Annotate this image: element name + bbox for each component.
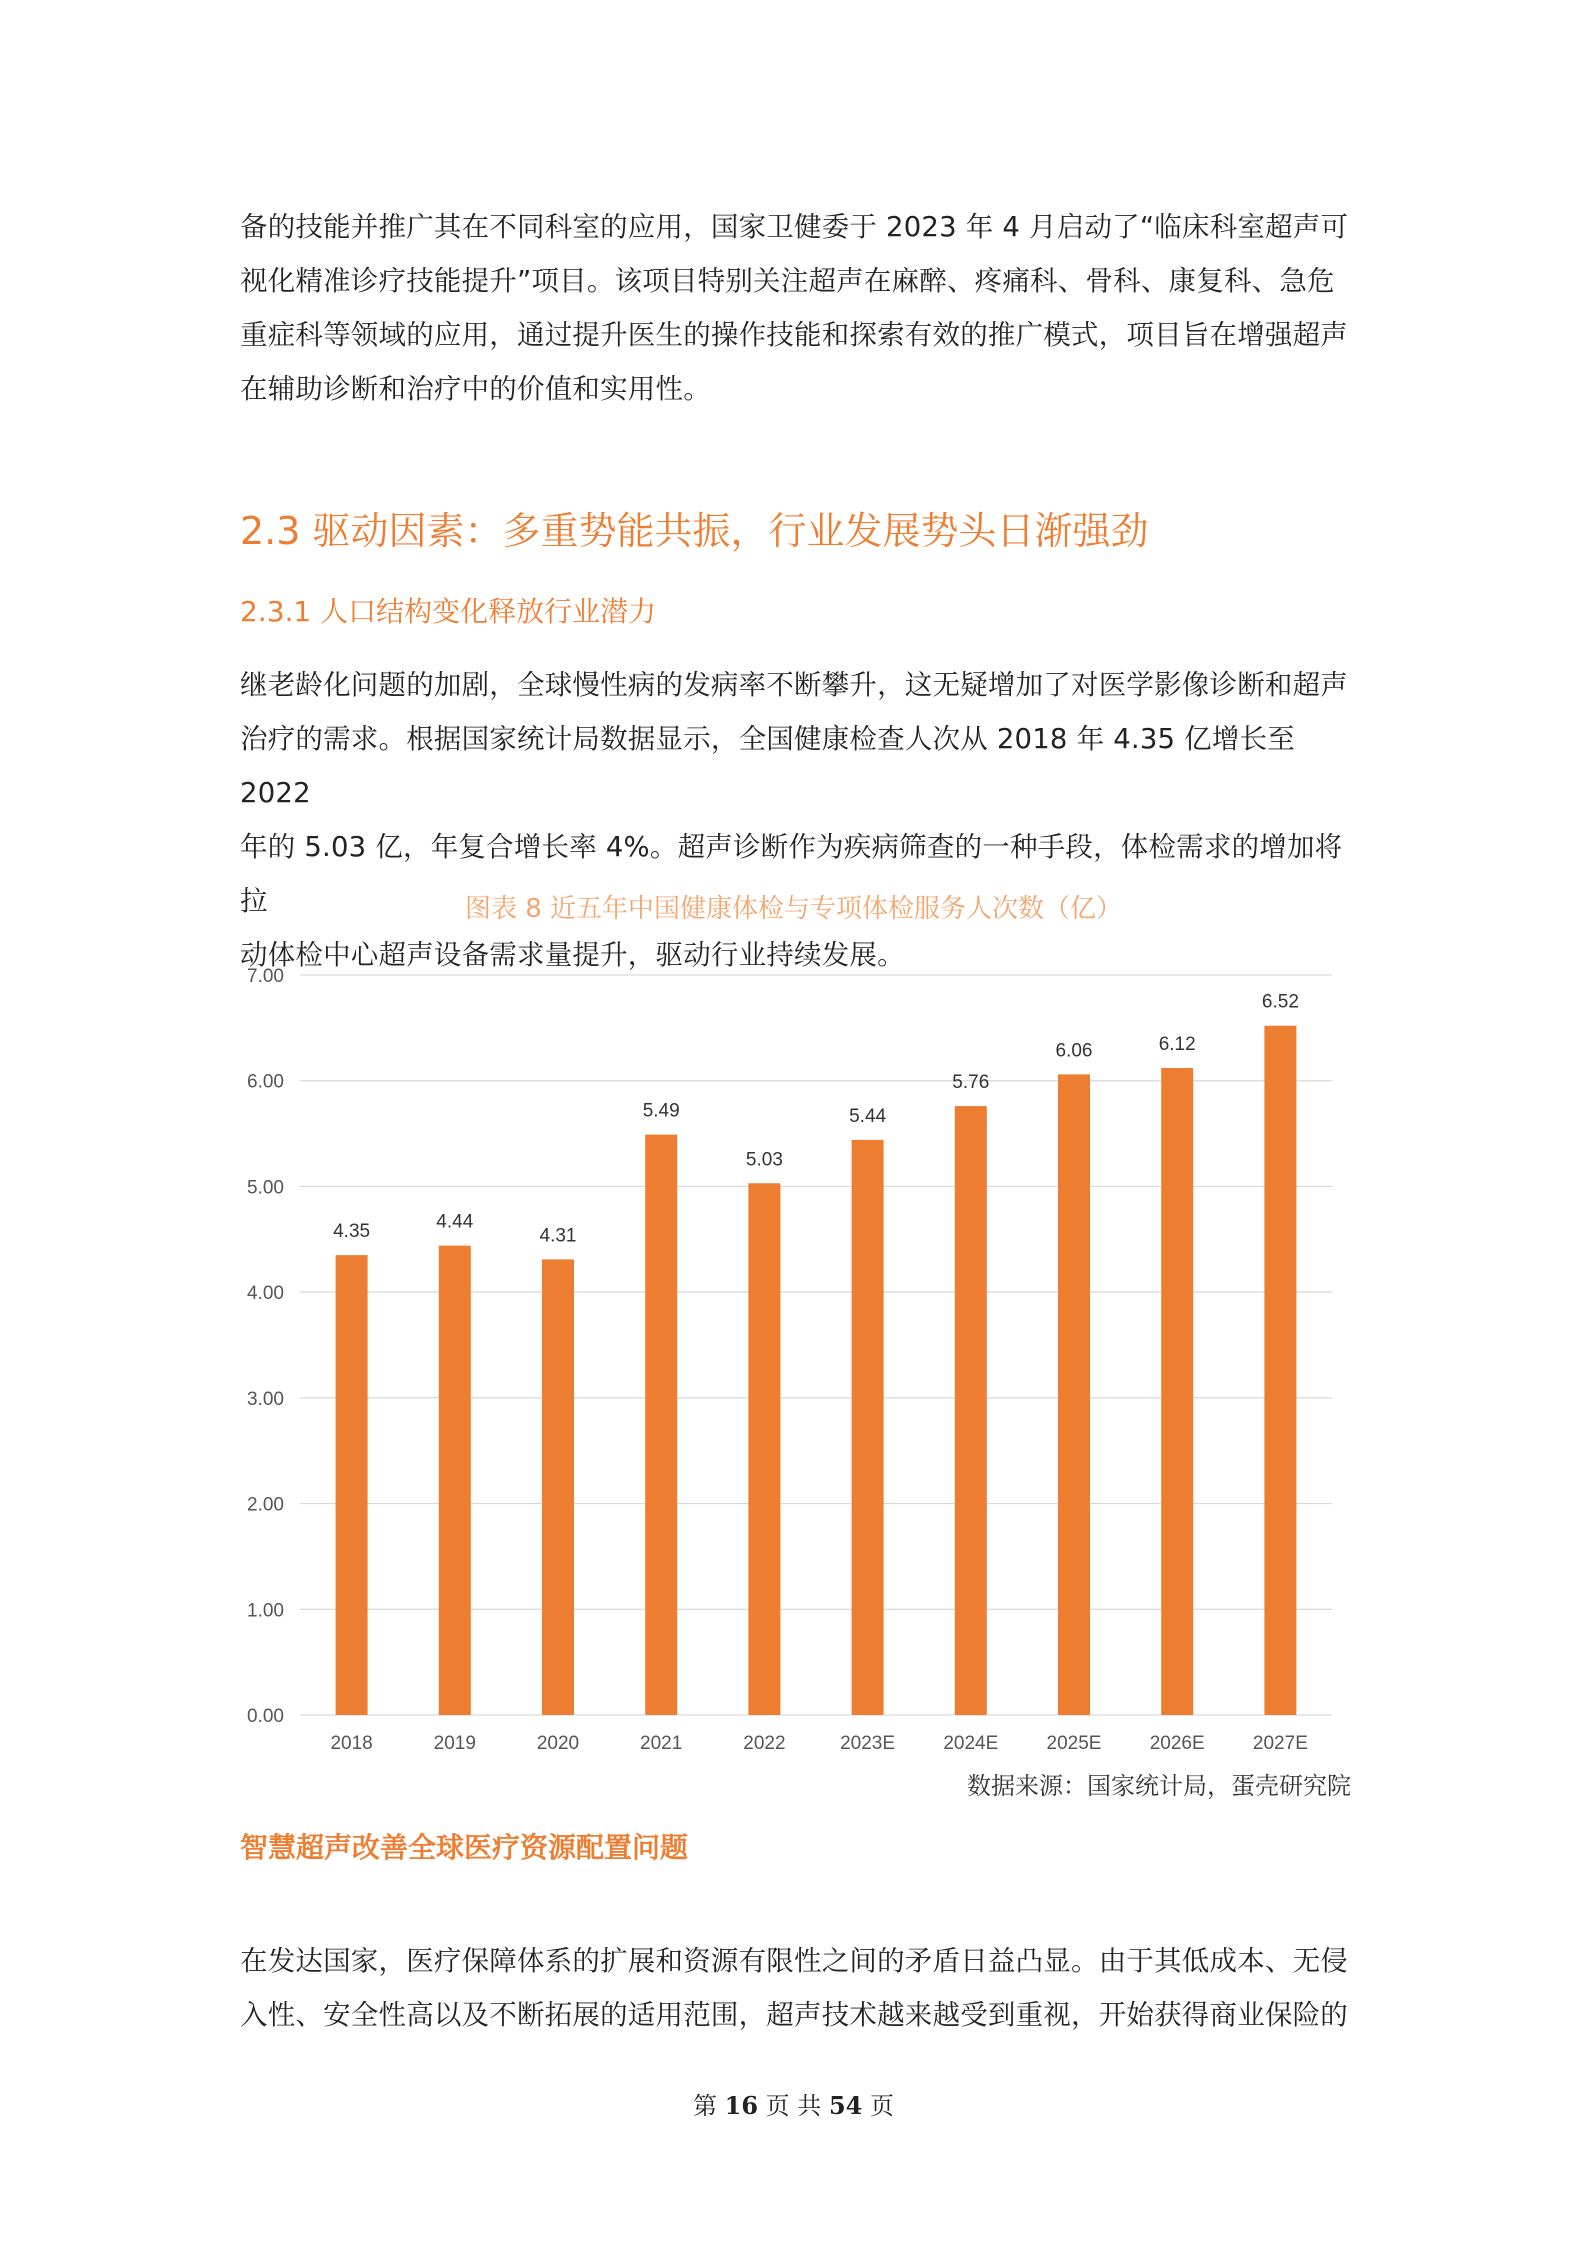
- footer-prefix: 第: [692, 2092, 717, 2120]
- footer-middle: 页 共: [765, 2092, 822, 2120]
- data-label: 6.52: [1261, 991, 1299, 1013]
- x-tick-label: 2025E: [1046, 1733, 1102, 1754]
- bar-2027E: [1264, 1026, 1296, 1715]
- data-label: 6.06: [1055, 1040, 1093, 1062]
- data-label: 5.44: [849, 1105, 887, 1127]
- closing-paragraph: [240, 1934, 1352, 2042]
- x-tick-label: 2020: [536, 1733, 580, 1754]
- bar-2021: [645, 1135, 677, 1715]
- intro-line: 重症科等领域的应用，通过提升医生的操作技能和探索有效的推广模式，项目旨在增强超声: [240, 319, 1348, 351]
- x-tick-label: 2021: [640, 1733, 683, 1754]
- body-line: 年的 5.03 亿，年复合增长率 4%。超声诊断作为疾病筛查的一种手段，体检需求的增加将拉: [240, 831, 1343, 917]
- bar-2018: [336, 1255, 368, 1715]
- bar-2020: [542, 1259, 574, 1715]
- intro-line: 在辅助诊断和治疗中的价值和实用性。: [240, 373, 711, 405]
- x-tick-label: 2024E: [943, 1733, 999, 1754]
- body-line: 动体检中心超声设备需求量提升，驱动行业持续发展。: [240, 939, 905, 971]
- data-label: 6.12: [1158, 1034, 1196, 1056]
- body-line: 治疗的需求。根据国家统计局数据显示，全国健康检查人次从 2018 年 4.35 亿增长至 2022: [240, 723, 1295, 809]
- subsection-heading: 2.3.1 人口结构变化释放行业潜力: [240, 595, 657, 628]
- bar-2025E: [1058, 1074, 1090, 1715]
- bar-chart: [220, 945, 1350, 1755]
- y-tick-label: 2.00: [247, 1494, 284, 1516]
- bar-2024E: [955, 1106, 987, 1715]
- data-label: 5.03: [745, 1149, 783, 1171]
- y-tick-label: 0.00: [247, 1706, 284, 1727]
- data-source: 数据来源：国家统计局，蛋壳研究院: [967, 1772, 1351, 1800]
- body-line: 继老龄化问题的加剧，全球慢性病的发病率不断攀升，这无疑增加了对医学影像诊断和超声: [240, 669, 1348, 701]
- data-label: 4.44: [436, 1211, 474, 1233]
- intro-paragraph: [240, 200, 1352, 416]
- y-tick-label: 1.00: [247, 1600, 284, 1622]
- x-tick-label: 2018: [330, 1733, 373, 1754]
- total-page-number: 54: [828, 2091, 863, 2120]
- bold-heading: 智慧超声改善全球医疗资源配置问题: [240, 1831, 689, 1864]
- data-label: 4.35: [333, 1221, 371, 1243]
- bar-2023E: [852, 1140, 884, 1715]
- y-tick-label: 6.00: [247, 1071, 284, 1093]
- footer-suffix: 页: [870, 2092, 894, 2120]
- current-page-number: 16: [724, 2091, 759, 2120]
- body-paragraph: [240, 658, 1352, 982]
- intro-line: 视化精准诊疗技能提升”项目。该项目特别关注超声在麻醉、疼痛科、骨科、康复科、急危: [240, 265, 1335, 297]
- bars: [336, 1026, 1297, 1715]
- x-tick-label: 2019: [433, 1733, 476, 1754]
- y-tick-label: 7.00: [247, 966, 284, 987]
- y-tick-label: 5.00: [247, 1177, 284, 1199]
- y-tick-label: 4.00: [247, 1283, 284, 1305]
- closing-line: 入性、安全性高以及不断拓展的适用范围，超声技术越来越受到重视，开始获得商业保险的: [240, 1999, 1348, 2031]
- closing-line: 在发达国家，医疗保障体系的扩展和资源有限性之间的矛盾日益凸显。由于其低成本、无侵: [240, 1945, 1348, 1977]
- intro-line: 备的技能并推广其在不同科室的应用，国家卫健委于 2023 年 4 月启动了“临床科室超声可: [240, 211, 1349, 243]
- x-tick-label: 2027E: [1252, 1733, 1308, 1754]
- bar-2019: [439, 1246, 471, 1715]
- x-tick-label: 2023E: [840, 1733, 896, 1754]
- bar-2026E: [1161, 1068, 1193, 1715]
- bar-2022: [748, 1183, 780, 1715]
- section-heading: 2.3 驱动因素：多重势能共振，行业发展势头日渐强劲: [240, 509, 1149, 553]
- data-label: 4.31: [539, 1225, 577, 1247]
- page-footer: [0, 2086, 1587, 2121]
- data-label: 5.49: [642, 1100, 680, 1122]
- x-tick-label: 2022: [743, 1733, 786, 1754]
- data-label: 5.76: [952, 1072, 990, 1094]
- figure-caption: 图表 8 近五年中国健康体检与专项体检服务人次数（亿）: [464, 894, 1123, 924]
- x-tick-label: 2026E: [1149, 1733, 1205, 1754]
- y-tick-label: 3.00: [247, 1388, 284, 1410]
